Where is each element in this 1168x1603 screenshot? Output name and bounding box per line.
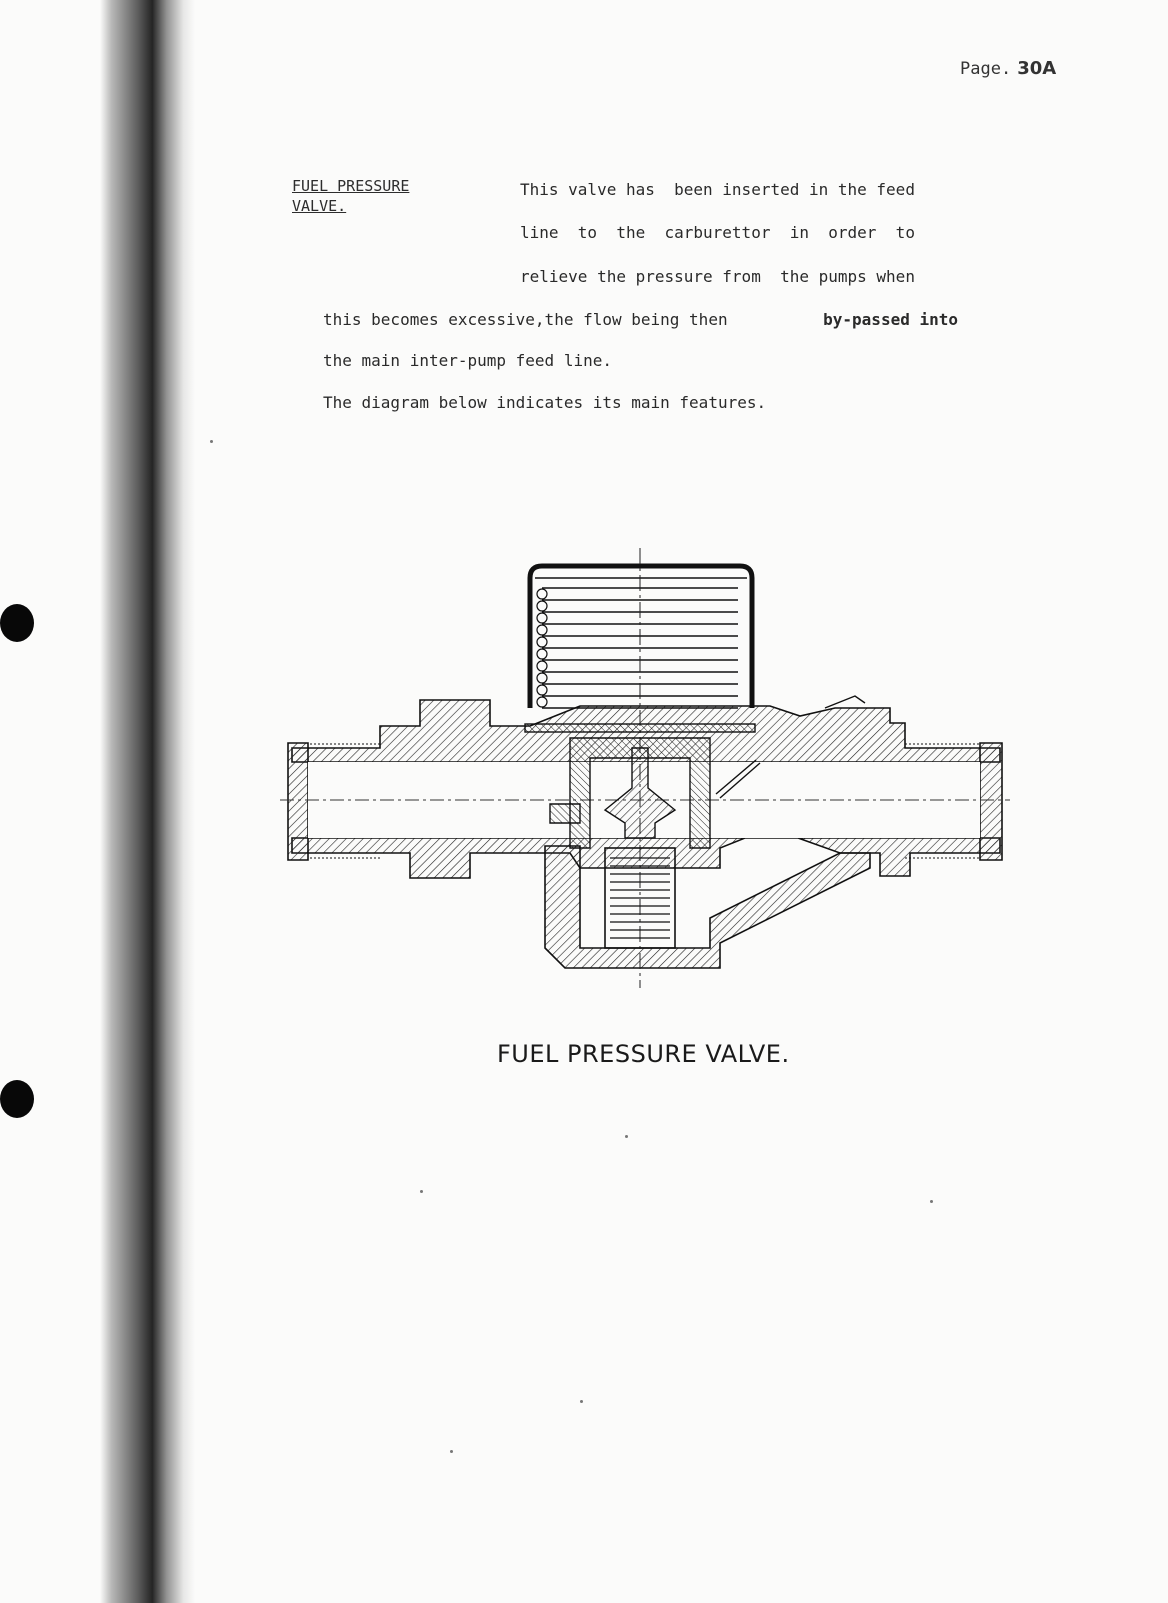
- binding-shadow: [100, 0, 195, 1603]
- body-line-5: the main inter-pump feed line.: [323, 351, 612, 370]
- body-line-4-bold: by-passed into: [823, 310, 958, 329]
- speck: [210, 440, 213, 443]
- page-number-value: 30A: [1017, 58, 1057, 79]
- speck: [420, 1190, 423, 1193]
- speck: [625, 1135, 628, 1138]
- speck: [450, 1450, 453, 1453]
- body-line-6: The diagram below indicates its main features.: [323, 393, 767, 412]
- section-heading: [292, 176, 409, 216]
- body-line-1: This valve has been inserted in the feed: [520, 180, 915, 199]
- heading-line-1: FUEL PRESSURE: [292, 177, 410, 195]
- page-label: Page.: [960, 59, 1012, 79]
- figure-caption: FUEL PRESSURE VALVE.: [497, 1040, 790, 1068]
- body-line-3: relieve the pressure from the pumps when: [520, 267, 915, 286]
- body-line-4: [323, 310, 958, 329]
- speck: [580, 1400, 583, 1403]
- body-line-2: line to the carburettor in order to: [520, 223, 915, 242]
- punch-hole-bottom: [0, 1080, 34, 1118]
- heading-line-2: VALVE.: [292, 197, 347, 215]
- speck: [930, 1200, 933, 1203]
- punch-hole-top: [0, 604, 34, 642]
- body-line-4-start: this becomes excessive,the flow being then: [323, 310, 728, 329]
- fuel-pressure-valve-diagram: [280, 548, 1010, 1008]
- page-number: [960, 58, 1056, 79]
